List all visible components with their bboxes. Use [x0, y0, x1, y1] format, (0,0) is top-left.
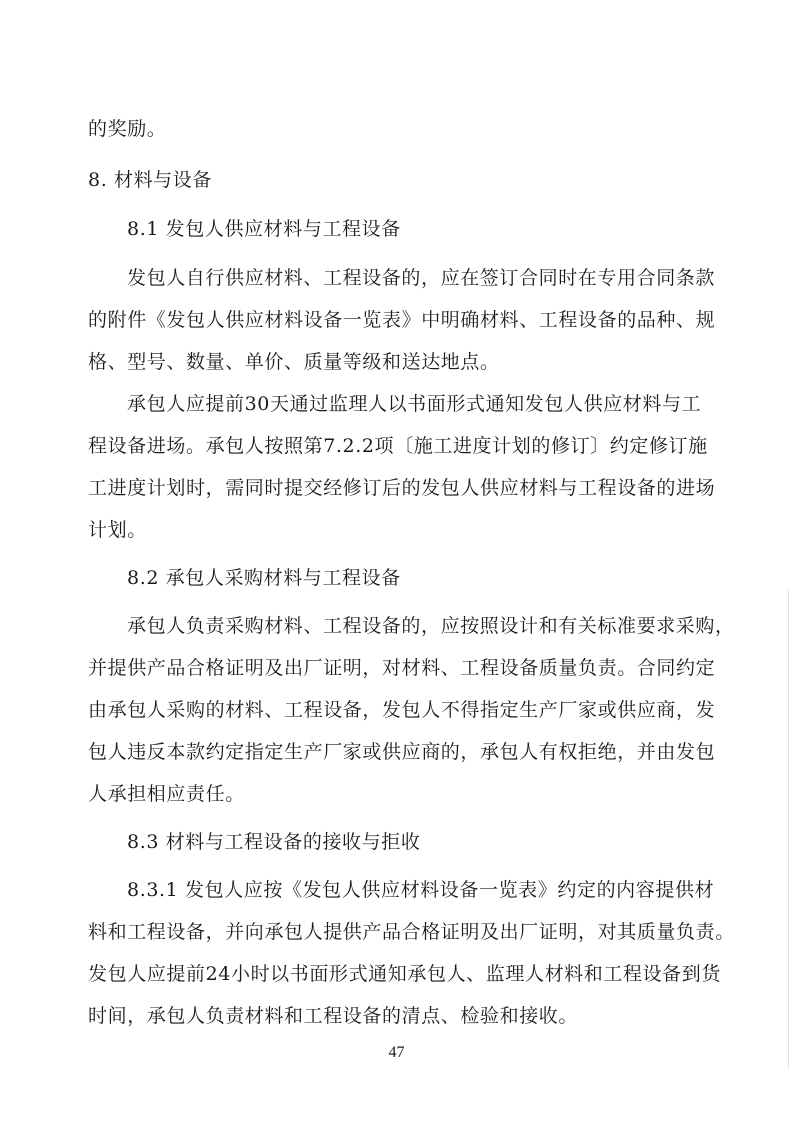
paragraph-8-3-1-line-4: 时间，承包人负责材料和工程设备的清点、检验和接收。: [88, 1005, 579, 1027]
paragraph-8-1-b-line-1: 承包人应提前30天通过监理人以书面形式通知发包人供应材料与工: [127, 393, 702, 415]
body-text-continuation: 的奖励。: [88, 118, 167, 140]
paragraph-8-3-1-line-2: 料和工程设备，并向承包人提供产品合格证明及出厂证明，对其质量负责。: [88, 921, 735, 943]
paragraph-8-2-line-4: 包人违反本款约定指定生产厂家或供应商的，承包人有权拒绝，并由发包: [88, 741, 716, 763]
subsection-heading-8-2: 8.2 承包人采购材料与工程设备: [127, 567, 401, 589]
paragraph-8-2-line-2: 并提供产品合格证明及出厂证明，对材料、工程设备质量负责。合同约定: [88, 657, 716, 679]
subsection-heading-8-3: 8.3 材料与工程设备的接收与拒收: [127, 831, 421, 853]
paragraph-8-3-1-line-1: 8.3.1 发包人应按《发包人供应材料设备一览表》约定的内容提供材: [127, 879, 715, 901]
paragraph-8-3-1-line-3: 发包人应提前24小时以书面形式通知承包人、监理人材料和工程设备到货: [88, 963, 721, 985]
paragraph-8-2-line-1: 承包人负责采购材料、工程设备的，应按照设计和有关标准要求采购，: [127, 615, 735, 637]
paragraph-8-1-a-line-3: 格、型号、数量、单价、质量等级和送达地点。: [88, 351, 500, 373]
section-heading-8: 8. 材料与设备: [88, 169, 212, 191]
page-number: 47: [388, 1044, 405, 1061]
paragraph-8-2-line-3: 由承包人采购的材料、工程设备，发包人不得指定生产厂家或供应商，发: [88, 699, 716, 721]
paragraph-8-1-b-line-3: 工进度计划时，需同时提交经修订后的发包人供应材料与工程设备的进场: [88, 477, 716, 499]
paragraph-8-1-b-line-2: 程设备进场。承包人按照第7.2.2项〔施工进度计划的修订〕约定修订施: [88, 435, 708, 457]
subsection-heading-8-1: 8.1 发包人供应材料与工程设备: [127, 218, 401, 240]
scan-edge-line: [788, 590, 789, 1070]
paragraph-8-2-line-5: 人承担相应责任。: [88, 783, 245, 805]
paragraph-8-1-a-line-2: 的附件《发包人供应材料设备一览表》中明确材料、工程设备的品种、规: [88, 309, 716, 331]
paragraph-8-1-b-line-4: 计划。: [88, 519, 147, 541]
paragraph-8-1-a-line-1: 发包人自行供应材料、工程设备的，应在签订合同时在专用合同条款: [127, 267, 716, 289]
